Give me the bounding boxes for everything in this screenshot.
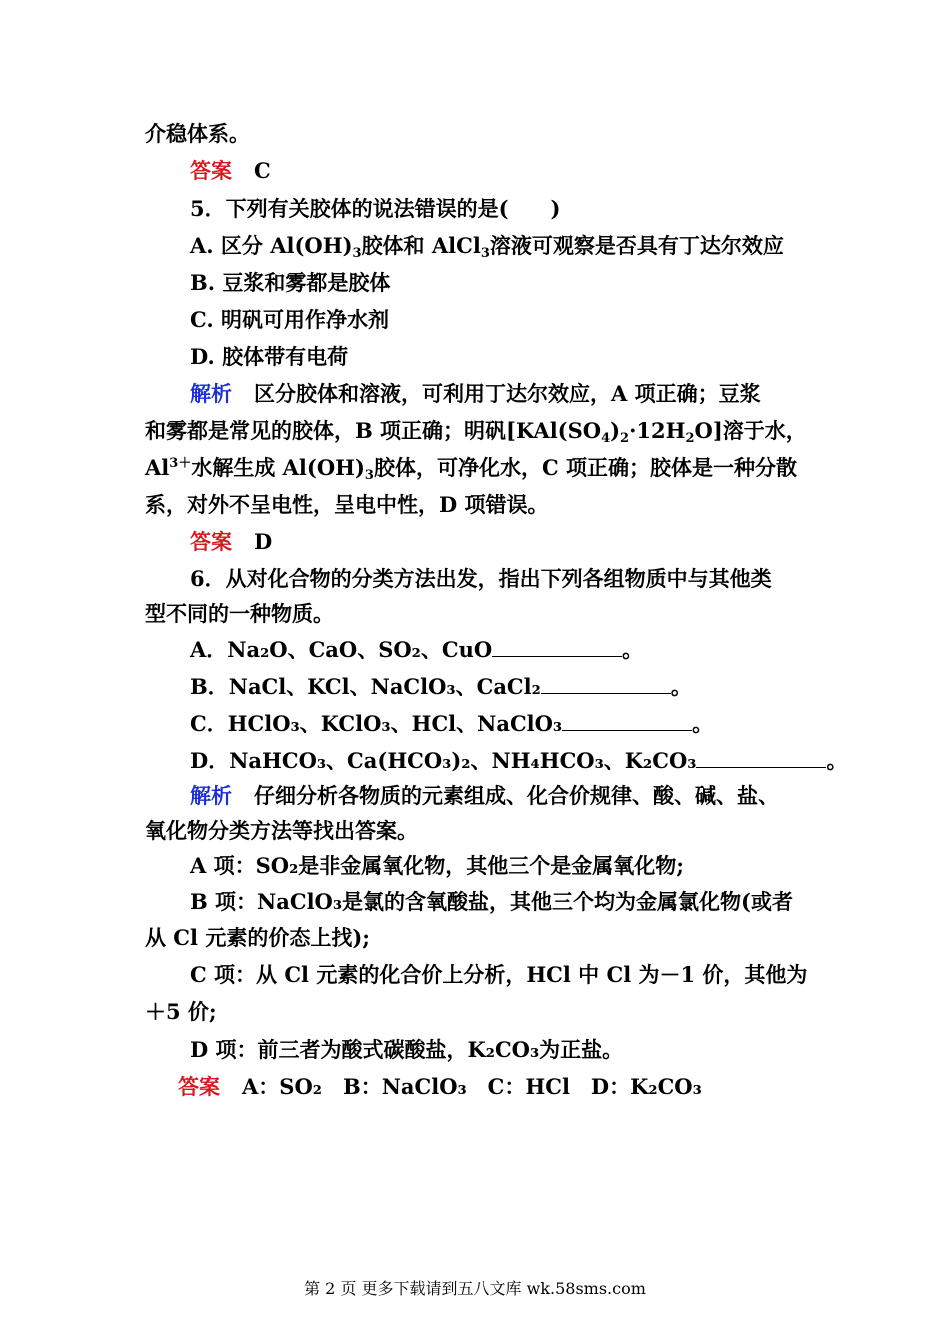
analysis-label: 解析 [190, 783, 232, 808]
answer-blank [696, 751, 826, 768]
question-6: 型不同的一种物质。 [145, 601, 334, 626]
analysis-line: B 项：NaClO₃是氯的含氧酸盐，其他三个均为金属氯化物(或者 [190, 889, 793, 914]
option-6c: C．HClO₃、KClO₃、HCl、NaClO₃ 。 [190, 711, 714, 736]
analysis-line: ＋5 价; [145, 999, 217, 1024]
answer-blank [492, 640, 622, 657]
answer-label: 答案 [178, 1074, 220, 1099]
answer-blank [541, 677, 671, 694]
option-6d: D．NaHCO₃、Ca(HCO₃)₂、NH₄HCO₃、K₂CO₃ 。 [190, 748, 848, 773]
text-line: 介稳体系。 [145, 121, 250, 146]
answer-line [190, 157, 271, 185]
option-5c: C. 明矾可用作净水剂 [190, 307, 389, 332]
answer-line [190, 528, 272, 556]
option-5b: B. 豆浆和雾都是胶体 [190, 270, 391, 295]
option-6b: B．NaCl、KCl、NaClO₃、CaCl₂ 。 [190, 674, 692, 699]
analysis-line: 氧化物分类方法等找出答案。 [145, 818, 418, 843]
answer-line [178, 1073, 702, 1101]
answer-value: D [254, 529, 273, 554]
analysis-label: 解析 [190, 381, 232, 406]
answer-label: 答案 [190, 529, 232, 554]
option-5a: A. 区分 $Al(OH)_3$胶体和 AlCl$_3$溶液可观察是否具有丁达尔效应 [190, 233, 784, 261]
analysis-line: D 项：前三者为酸式碳酸盐，K₂CO₃为正盐。 [190, 1037, 624, 1062]
analysis-line: 解析 区分胶体和溶液，可利用丁达尔效应，A 项正确；豆浆 [190, 381, 761, 406]
option-5d: D. 胶体带有电荷 [190, 344, 349, 369]
question-5: 5．下列有关胶体的说法错误的是( ) [190, 196, 561, 221]
answer-label: 答案 [190, 158, 232, 183]
analysis-line: 解析 仔细分析各物质的元素组成、化合价规律、酸、碱、盐、 [190, 783, 779, 808]
analysis-line: C 项：从 Cl 元素的化合价上分析，HCl 中 Cl 为－1 价，其他为 [190, 962, 808, 987]
page-footer: 第 2 页 更多下载请到五八文库 wk.58sms.com [304, 1279, 646, 1298]
answer-value: A：SO₂ B：NaClO₃ C：HCl D：K₂CO₃ [242, 1074, 702, 1099]
analysis-line: 从 Cl 元素的价态上找); [145, 925, 371, 950]
question-6: 6．从对化合物的分类方法出发，指出下列各组物质中与其他类 [190, 566, 772, 591]
analysis-line: 和雾都是常见的胶体，B 项正确；明矾$[KAl(SO_4)_2\cdot 12H_2O]$溶于水， [145, 418, 807, 446]
analysis-line: $Al^{3+}$水解生成 $Al(OH)_3$胶体，可净化水，C 项正确；胶体是一种分散 [145, 455, 797, 483]
analysis-line: 系，对外不呈电性，呈电中性，D 项错误。 [145, 492, 549, 517]
answer-blank [562, 714, 692, 731]
option-6a: A．Na₂O、CaO、SO₂、CuO 。 [190, 637, 644, 662]
answer-value: C [254, 158, 271, 183]
analysis-line: A 项：SO₂是非金属氧化物，其他三个是金属氧化物; [190, 853, 685, 878]
